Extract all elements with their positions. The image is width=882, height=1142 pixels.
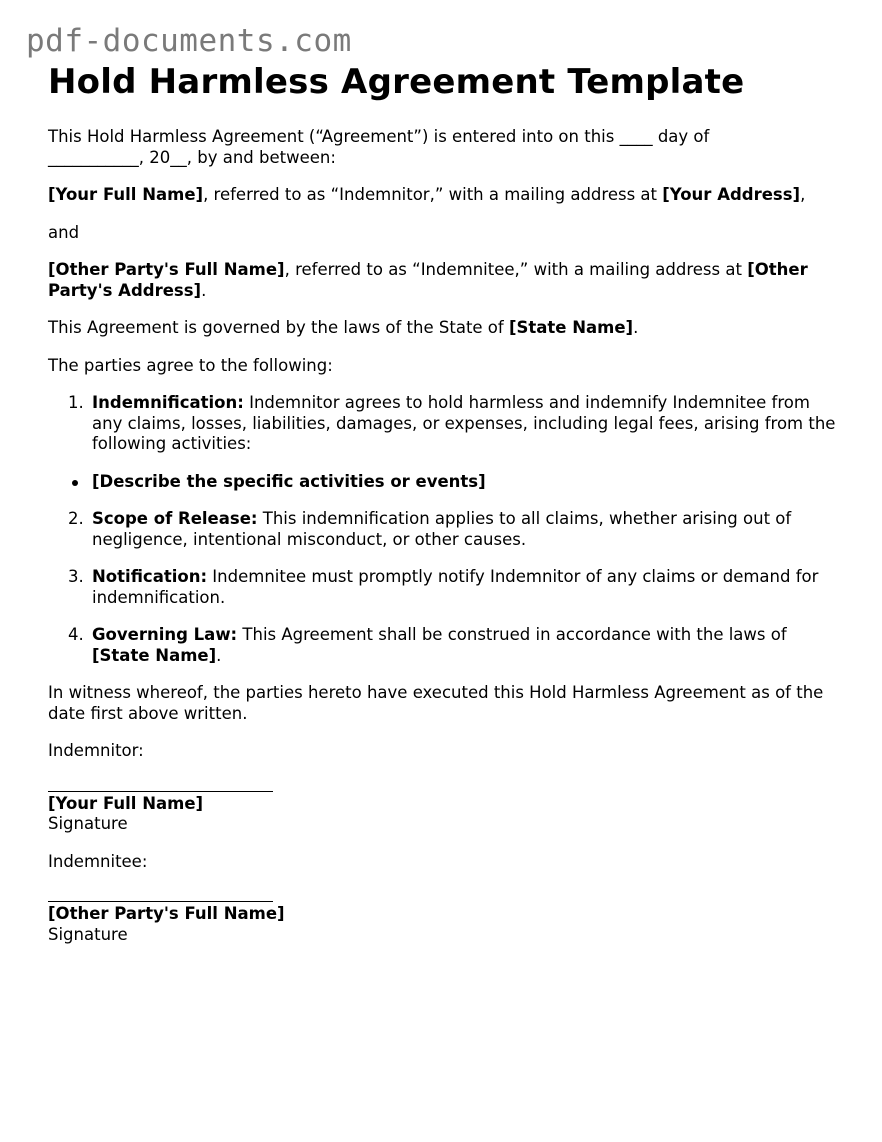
- signature-label: Signature: [48, 924, 128, 944]
- state-name-placeholder: [State Name]: [92, 645, 217, 665]
- activities-bullet-item: [48, 472, 838, 493]
- state-name-placeholder: [State Name]: [508, 318, 634, 337]
- indemnitor-clause-text: , referred to as “Indemnitor,” with a mailing address at: [203, 185, 663, 204]
- indemnitee-address-placeholder: [Other Party's Address]: [48, 260, 808, 300]
- term-number: 2.: [68, 509, 84, 528]
- term-heading: Governing Law:: [92, 625, 238, 644]
- signature-name-placeholder: [Other Party's Full Name]: [48, 904, 285, 923]
- indemnitor-clause-end: ,: [800, 185, 806, 204]
- term-item-notification: [48, 567, 838, 608]
- witness-paragraph: In witness whereof, the parties hereto have executed this Hold Harmless Agreement as of the date first above written.: [48, 683, 824, 723]
- term-text: Indemnitee must promptly notify Indemnitor of any claims or demand for indemnification.: [92, 567, 819, 607]
- terms-list: [48, 393, 838, 666]
- term-end: .: [216, 645, 222, 665]
- term-item-scope-of-release: [48, 509, 838, 550]
- signature-line: [48, 901, 273, 902]
- term-number: 3.: [68, 567, 84, 586]
- signature-line: [48, 791, 273, 792]
- indemnitee-clause-end: .: [201, 280, 207, 300]
- term-text: Indemnitor agrees to hold harmless and indemnify Indemnitee from any claims, losses, liabilities, damages, or expenses, including legal fees, arising from the following activities:: [92, 393, 836, 453]
- watermark-logo: pdf-documents.com: [26, 23, 352, 59]
- term-heading: Indemnification:: [92, 393, 244, 412]
- indemnitee-clause: [48, 260, 838, 301]
- signature-block-indemnitee: [48, 852, 838, 946]
- intro-text-line-1: This Hold Harmless Agreement (“Agreement”) is entered into on this ____ day of: [48, 127, 710, 146]
- term-text: This indemnification applies to all claims, whether arising out of negligence, intentional misconduct, or other causes.: [92, 509, 792, 549]
- intro-text-line-2: ___________, 20__, by and between:: [48, 147, 336, 167]
- term-heading: Scope of Release:: [92, 509, 258, 528]
- signature-role: Indemnitor:: [48, 741, 144, 760]
- indemnitor-clause: [48, 185, 838, 206]
- indemnitor-name-placeholder: [Your Full Name]: [48, 185, 204, 204]
- term-number: 1.: [68, 393, 84, 412]
- term-item-governing-law: [48, 625, 838, 666]
- governing-text: This Agreement is governed by the laws of the State of: [48, 318, 509, 337]
- term-item-indemnification: [48, 393, 838, 455]
- signature-label: Signature: [48, 814, 128, 833]
- term-text: This Agreement shall be construed in accordance with the laws of: [237, 625, 787, 644]
- term-heading: Notification:: [92, 567, 208, 586]
- indemnitor-address-placeholder: [Your Address]: [662, 185, 801, 204]
- governing-law-statement: [48, 318, 838, 339]
- intro-paragraph: [48, 127, 838, 168]
- activities-placeholder: [Describe the specific activities or events]: [92, 471, 486, 491]
- agree-text: The parties agree to the following:: [48, 355, 333, 375]
- governing-end: .: [633, 318, 639, 337]
- indemnitee-name-placeholder: [Other Party's Full Name]: [48, 260, 285, 279]
- signature-name-placeholder: [Your Full Name]: [48, 793, 204, 813]
- bullet-icon: [72, 480, 78, 486]
- term-number: 4.: [68, 625, 84, 644]
- signature-block-indemnitor: [48, 741, 838, 835]
- signature-role: Indemnitee:: [48, 851, 148, 871]
- document-page: [48, 60, 838, 945]
- document-title: Hold Harmless Agreement Template: [48, 62, 745, 102]
- indemnitee-clause-text: , referred to as “Indemnitee,” with a mailing address at: [284, 260, 748, 279]
- and-text: and: [48, 222, 80, 242]
